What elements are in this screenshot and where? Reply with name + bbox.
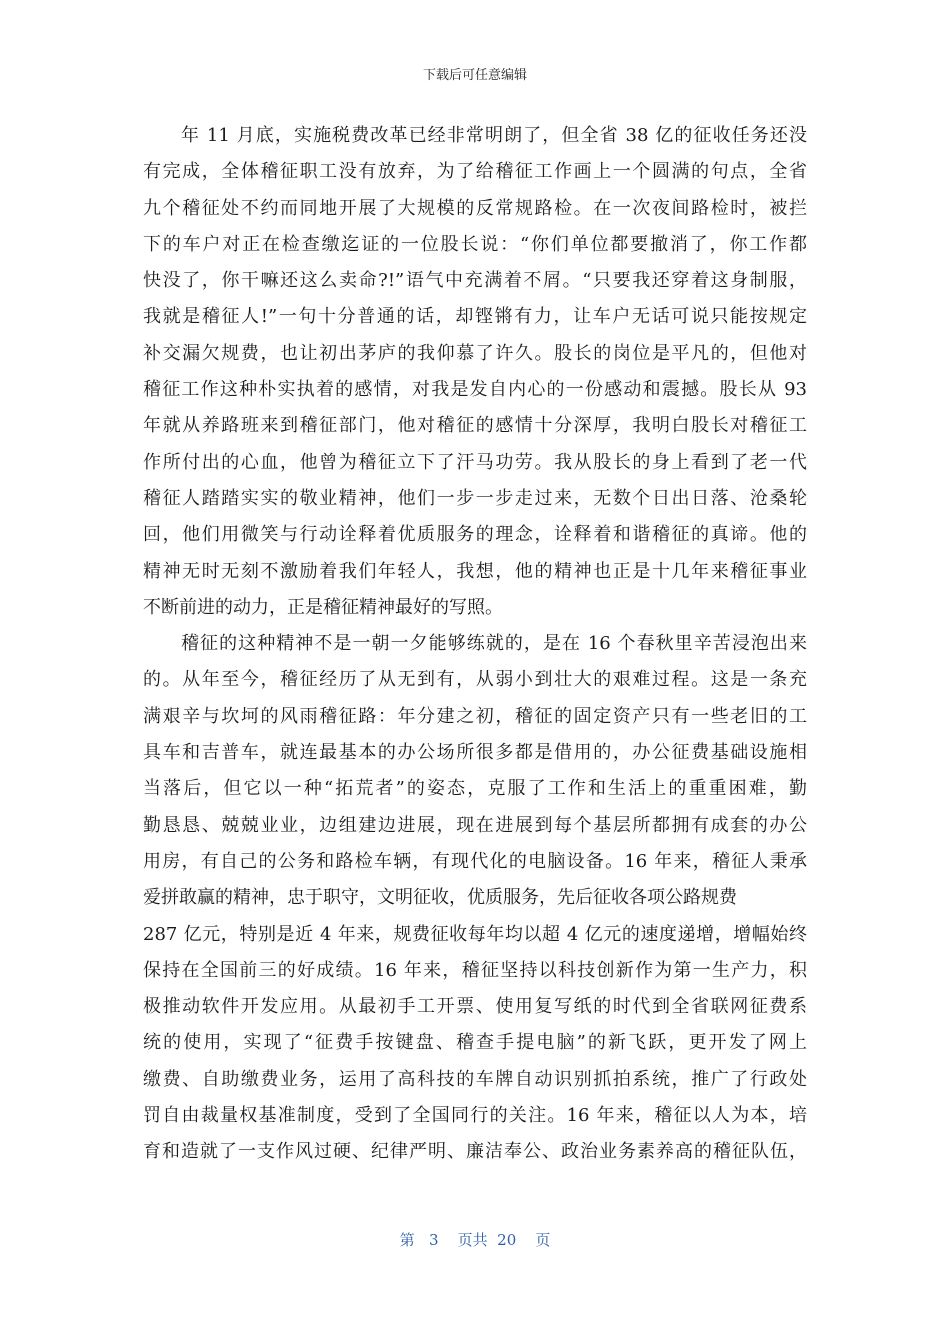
text-line: 287 亿元，特别是近 4 年来，规费征收每年均以超 4 亿元的速度递增，增幅始终 xyxy=(143,923,807,945)
text-line: 年 11 月底，实施税费改革已经非常明朗了，但全省 38 亿的征收任务还没 xyxy=(181,125,807,146)
page-suffix: 页 xyxy=(535,1231,551,1249)
page-label: 第 xyxy=(399,1231,415,1249)
text-line: 极推动软件开发应用。从最初手工开票、使用复写纸的时代到全省联网征费系 xyxy=(143,996,807,1018)
text-line: 有完成，全体稽征职工没有放弃，为了给稽征工作画上一个圆满的句点，全省 xyxy=(143,161,807,183)
text-line: 稽征人踏踏实实的敬业精神，他们一步一步走过来，无数个日出日落、沧桑轮 xyxy=(143,487,807,509)
text-line: 我就是稽征人!”一句十分普通的话，却铿锵有力，让车户无话可说只能按规定 xyxy=(143,306,807,328)
text-line: 育和造就了一支作风过硬、纪律严明、廉洁奉公、政治业务素养高的稽征队伍， xyxy=(143,1141,807,1163)
text-line: 九个稽征处不约而同地开展了大规模的反常规路检。在一次夜间路检时，被拦 xyxy=(143,197,807,219)
text-line: 用房，有自己的公务和路检车辆，有现代化的电脑设备。16 年来，稽征人秉承 xyxy=(143,850,807,872)
text-line: 年就从养路班来到稽征部门，他对稽征的感情十分深厚，我明白股长对稽征工 xyxy=(143,415,807,437)
text-line: 下的车户对正在检查缴迄证的一位股长说：“你们单位都要撤消了，你工作都 xyxy=(143,233,807,255)
page-header: 下载后可任意编辑 xyxy=(422,68,527,83)
text-line: 满艰辛与坎坷的风雨稽征路：年分建之初，稽征的固定资产只有一些老旧的工 xyxy=(143,705,807,727)
text-line: 保持在全国前三的好成绩。16 年来，稽征坚持以科技创新作为第一生产力，积 xyxy=(143,959,807,981)
text-line: 稽征的这种精神不是一朝一夕能够练就的，是在 16 个春秋里辛苦浸泡出来 xyxy=(181,633,807,655)
text-line: 不断前进的动力，正是稽征精神最好的写照。 xyxy=(143,596,503,618)
text-line: 罚自由裁量权基准制度，受到了全国同行的关注。16 年来，稽征以人为本，培 xyxy=(143,1105,807,1127)
of-label: 页共 xyxy=(457,1231,488,1249)
text-line: 作所付出的心血，他曾为稽征立下了汗马功劳。我从股长的身上看到了老一代 xyxy=(143,451,807,473)
text-line: 稽征工作这种朴实执着的感情，对我是发自内心的一份感动和震撼。股长从 93 xyxy=(143,379,807,401)
text-line: 具车和吉普车，就连最基本的办公场所很多都是借用的，办公征费基础设施相 xyxy=(143,742,807,764)
page-footer xyxy=(0,1229,950,1250)
text-line: 统的使用，实现了“征费手按键盘、稽查手提电脑”的新飞跃，更开发了网上 xyxy=(143,1032,807,1054)
page-number: 3 xyxy=(428,1231,439,1249)
text-line: 勤恳恳、兢兢业业，边组建边进展，现在进展到每个基层所都拥有成套的办公 xyxy=(143,814,807,836)
text-line: 缴费、自助缴费业务，运用了高科技的车牌自动识别抓拍系统，推广了行政处 xyxy=(143,1068,807,1090)
total-pages: 20 xyxy=(497,1231,517,1249)
text-line: 精神无时无刻不激励着我们年轻人，我想，他的精神也正是十几年来稽征事业 xyxy=(143,560,807,582)
text-line: 当落后，但它以一种“拓荒者”的姿态，克服了工作和生活上的重重困难，勤 xyxy=(143,778,807,800)
text-line: 快没了，你干嘛还这么卖命?!”语气中充满着不屑。“只要我还穿着这身制服， xyxy=(143,270,807,292)
text-line: 补交漏欠规费，也让初出茅庐的我仰慕了许久。股长的岗位是平凡的，但他对 xyxy=(143,342,807,364)
text-line: 的。从年至今，稽征经历了从无到有，从弱小到壮大的艰难过程。这是一条充 xyxy=(143,669,807,691)
document-body xyxy=(143,118,807,1171)
text-line: 回，他们用微笑与行动诠释着优质服务的理念，诠释着和谐稽征的真谛。他的 xyxy=(143,524,807,546)
text-line: 爱拼敢赢的精神，忠于职守，文明征收，优质服务，先后征收各项公路规费 xyxy=(143,887,737,909)
